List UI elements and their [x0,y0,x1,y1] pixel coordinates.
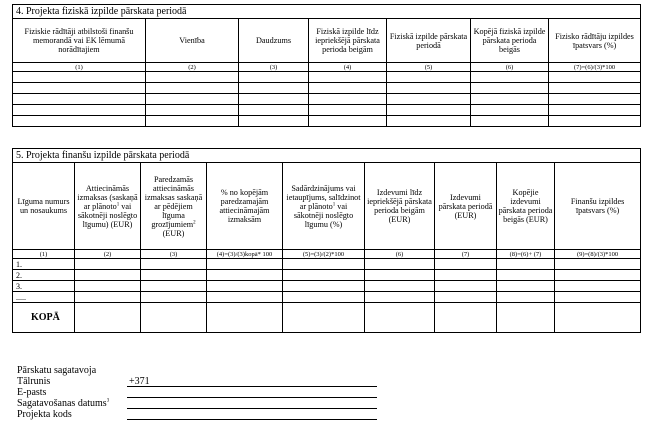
s4-colnum: (3) [239,63,309,72]
phone-row [17,376,377,387]
input-cell[interactable] [309,83,387,94]
s5-header-percent-total: % no kopējām paredzamajām attiecināmajām izmaksām [207,163,283,250]
row-label: ..... [13,292,75,303]
input-cell[interactable] [435,292,497,303]
physical-progress-table [12,4,641,127]
table-row [13,270,641,281]
s5-header-eligible-costs: Attiecināmās izmaksas (saskaņā ar plānoto$^1$ vai sākotnēji noslēgto līgumu) (EUR) [75,163,141,250]
s5-colnum: (6) [365,250,435,259]
total-row [13,303,641,333]
input-cell[interactable] [435,259,497,270]
input-cell[interactable] [365,303,435,333]
row-label: 3. [13,281,75,292]
input-cell[interactable] [555,281,641,292]
s5-header-expenses-total: Kopējie izdevumi pārskata perioda beigās (EUR) [497,163,555,250]
input-cell[interactable] [387,105,471,116]
input-cell[interactable] [141,292,207,303]
section5-header-row [13,163,641,250]
input-cell[interactable] [75,259,141,270]
input-cell[interactable] [239,94,309,105]
input-cell[interactable] [141,270,207,281]
section5-title: 5. Projekta finanšu izpilde pārskata periodā [13,149,641,163]
input-cell[interactable] [387,94,471,105]
input-cell[interactable] [387,116,471,127]
input-cell[interactable] [207,292,283,303]
phone-label: Tālrunis [17,376,51,387]
input-cell[interactable] [13,105,146,116]
input-cell[interactable] [471,116,549,127]
input-cell[interactable] [309,116,387,127]
s5-colnum: (2) [75,250,141,259]
input-cell[interactable] [365,292,435,303]
input-cell[interactable] [283,270,365,281]
table-row [13,105,641,116]
input-cell[interactable] [555,303,641,333]
s4-colnum: (7)=(6)/(3)*100 [549,63,641,72]
prepared-by-label: Pārskatu sagatavoja [17,365,97,376]
s5-header-contract: Līguma numurs un nosaukums [13,163,75,250]
input-cell[interactable] [13,72,146,83]
input-cell[interactable] [141,303,207,333]
input-cell[interactable] [75,292,141,303]
input-cell[interactable] [471,105,549,116]
input-cell[interactable] [283,281,365,292]
email-label: E-pasts [17,387,47,398]
input-cell[interactable] [549,105,641,116]
s5-colnum: (8)=(6)+ (7) [497,250,555,259]
input-cell[interactable] [497,259,555,270]
s5-colnum: (9)=(8)/(3)*100 [555,250,641,259]
input-cell[interactable] [435,303,497,333]
table-row [13,292,641,303]
s4-header-indicators: Fiziskie rādītāji atbilstoši finanšu memorandā vai EK lēmumā norādītajiem [13,19,146,63]
s4-colnum: (5) [387,63,471,72]
input-cell[interactable] [435,270,497,281]
input-cell[interactable] [549,72,641,83]
row-label: 2. [13,270,75,281]
input-cell[interactable] [75,281,141,292]
input-cell[interactable] [207,259,283,270]
date-label: Sagatavošanas datums$^3$ [17,398,110,409]
input-cell[interactable] [471,72,549,83]
project-code-row [17,409,377,420]
input-cell[interactable] [555,259,641,270]
input-cell[interactable] [146,105,239,116]
total-label: KOPĀ [13,303,75,333]
s4-header-share: Fizisko rādītāju izpildes īpatsvars (%) [549,19,641,63]
section4-header-row [13,19,641,63]
table-row [13,259,641,270]
s4-header-progress-prev: Fiziskā izpilde līdz iepriekšējā pārskata perioda beigām [309,19,387,63]
input-cell[interactable] [471,94,549,105]
input-cell[interactable] [497,303,555,333]
input-cell[interactable] [365,259,435,270]
date-row [17,398,377,409]
s4-colnum: (1) [13,63,146,72]
input-cell[interactable] [309,72,387,83]
project-code-label: Projekta kods [17,409,72,420]
section4-title: 4. Projekta fiziskā izpilde pārskata periodā [13,5,641,19]
s5-colnum: (3) [141,250,207,259]
s5-colnum: (4)=(3)/(3)kopā* 100 [207,250,283,259]
input-cell[interactable] [309,105,387,116]
input-cell[interactable] [207,303,283,333]
input-cell[interactable] [146,72,239,83]
signature-block [17,365,377,420]
input-cell[interactable] [13,94,146,105]
section5-number-row [13,250,641,259]
s5-header-expenses-period: Izdevumi pārskata periodā (EUR) [435,163,497,250]
input-cell[interactable] [555,292,641,303]
s4-header-progress-period: Fiziskā izpilde pārskata periodā [387,19,471,63]
input-cell[interactable] [207,270,283,281]
s5-header-expected-costs: Paredzamās attiecināmās izmaksas saskaņā ar pēdējiem līguma grozījumiem$^2$ (EUR) [141,163,207,250]
s4-header-quantity: Daudzums [239,19,309,63]
input-cell[interactable] [239,116,309,127]
prepared-by-row [17,365,377,376]
table-row [13,72,641,83]
input-cell[interactable] [549,83,641,94]
table-row [13,281,641,292]
s5-colnum: (7) [435,250,497,259]
input-cell[interactable] [207,281,283,292]
input-cell[interactable] [497,292,555,303]
s4-colnum: (6) [471,63,549,72]
input-cell[interactable] [497,281,555,292]
input-cell[interactable] [497,270,555,281]
s5-colnum: (5)=(3)/(2)*100 [283,250,365,259]
input-cell[interactable] [146,94,239,105]
s5-header-overrun: Sadārdzinājums vai ietaupījums, salīdzinot ar plānoto$^1$ vai sākotnēji noslēgto līgumu (%) [283,163,365,250]
input-cell[interactable] [75,270,141,281]
input-cell[interactable] [555,270,641,281]
input-cell[interactable] [309,94,387,105]
table-row [13,94,641,105]
table-row [13,116,641,127]
input-cell[interactable] [549,94,641,105]
input-cell[interactable] [146,116,239,127]
phone-field[interactable]: +371 [129,376,150,387]
input-cell[interactable] [13,116,146,127]
s4-colnum: (4) [309,63,387,72]
row-label: 1. [13,259,75,270]
s4-header-progress-total: Kopējā fiziskā izpilde pārskata perioda beigās [471,19,549,63]
input-cell[interactable] [283,259,365,270]
s4-header-unit: Vienība [146,19,239,63]
email-row [17,387,377,398]
s5-header-share: Finanšu izpildes īpatsvars (%) [555,163,641,250]
input-cell[interactable] [471,83,549,94]
input-cell[interactable] [435,281,497,292]
section4-number-row [13,63,641,72]
input-cell[interactable] [365,270,435,281]
input-cell[interactable] [146,83,239,94]
input-cell[interactable] [239,105,309,116]
input-cell[interactable] [387,72,471,83]
input-cell[interactable] [75,303,141,333]
project-code-field[interactable] [127,419,377,420]
s4-colnum: (2) [146,63,239,72]
input-cell[interactable] [141,281,207,292]
input-cell[interactable] [387,83,471,94]
input-cell[interactable] [283,303,365,333]
input-cell[interactable] [239,72,309,83]
s5-colnum: (1) [13,250,75,259]
table-row [13,83,641,94]
financial-progress-table [12,148,641,333]
input-cell[interactable] [365,281,435,292]
input-cell[interactable] [549,116,641,127]
input-cell[interactable] [13,83,146,94]
input-cell[interactable] [239,83,309,94]
input-cell[interactable] [141,259,207,270]
input-cell[interactable] [283,292,365,303]
s5-header-expenses-prev: Izdevumi līdz iepriekšējā pārskata perioda beigām (EUR) [365,163,435,250]
